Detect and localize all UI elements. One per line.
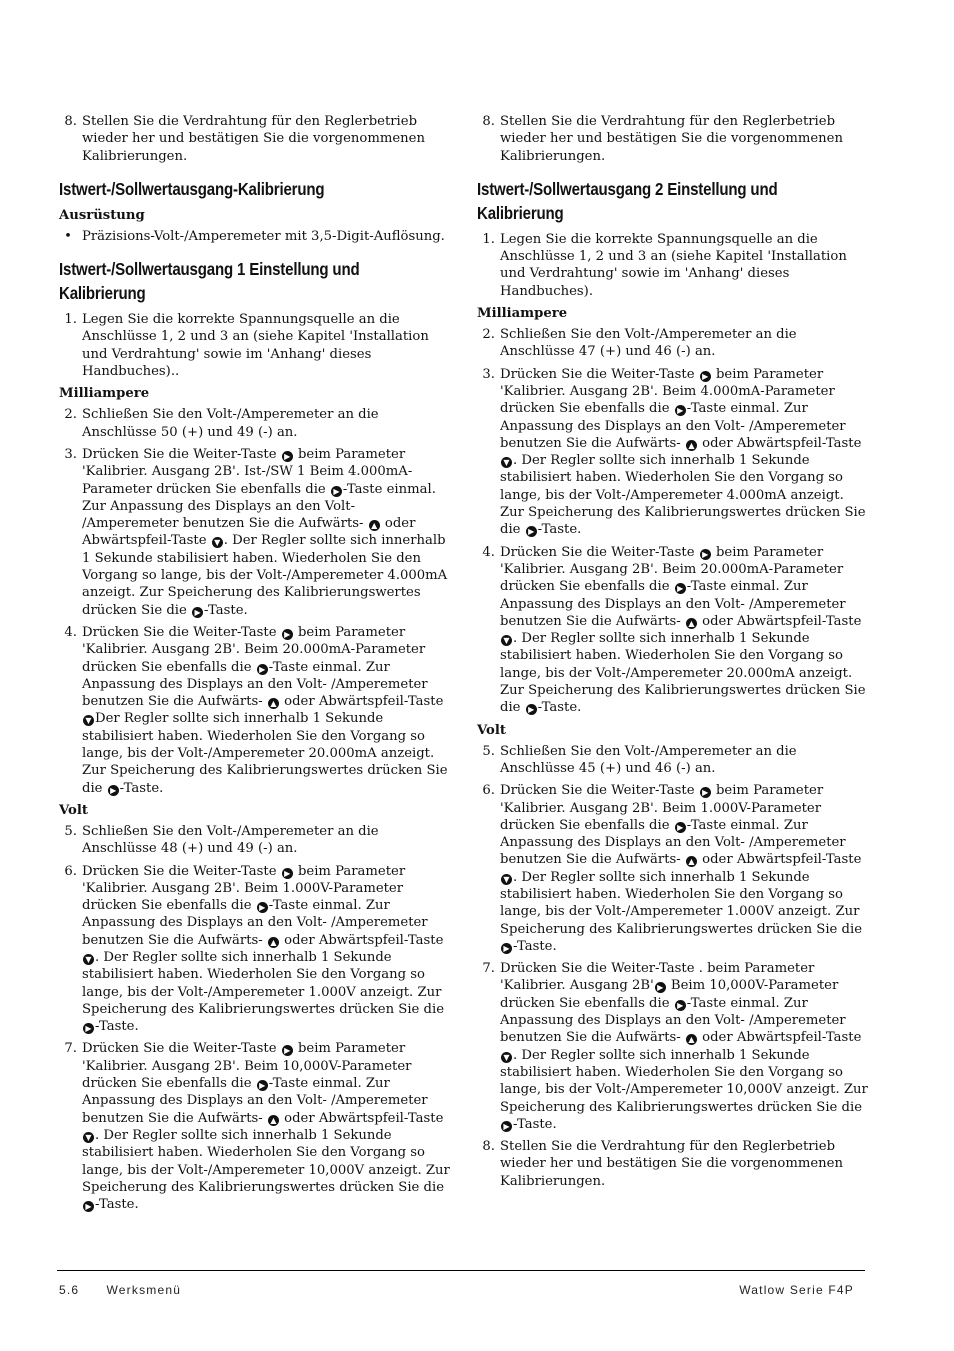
text-run: beim Parameter 'Kalibrier. Ausgang 2B'. Beim 4.000mA-Parameter drücken Sie ebenfalls die bbox=[500, 366, 835, 417]
text-run: beim Parameter 'Kalibrier. Ausgang 2B'. Beim 20.000mA-Parameter drücken Sie ebenfalls die bbox=[500, 544, 844, 595]
advance-key-icon: ▶ bbox=[526, 704, 537, 715]
item-number: 2. bbox=[64, 407, 77, 423]
up-arrow-key-icon: ▲ bbox=[686, 1034, 697, 1045]
text-run: -Taste. bbox=[95, 1019, 139, 1035]
text-run: Beim 10,000V-Parameter drücken Sie ebenfalls die bbox=[500, 978, 839, 1011]
item-text bbox=[500, 366, 869, 539]
text-run: oder Abwärtspfeil-Taste bbox=[284, 694, 444, 710]
footer-product-label: Watlow Serie F4P bbox=[739, 1283, 854, 1297]
text-run: -Taste einmal. Zur Anpassung des Displays an den Volt- /Amperemeter benutzen Sie die Aufwärts- bbox=[500, 995, 846, 1046]
advance-key-icon: ▶ bbox=[700, 371, 711, 382]
bullet-item bbox=[59, 228, 451, 245]
advance-key-icon: ▶ bbox=[675, 1000, 686, 1011]
text-run: Drücken Sie die Weiter-Taste bbox=[82, 624, 277, 640]
text-run: -Taste. bbox=[513, 1116, 557, 1132]
down-arrow-key-icon: ▼ bbox=[501, 457, 512, 468]
text-run: -Taste einmal. Zur Anpassung des Displays an den Volt- /Amperemeter benutzen Sie die Aufwärts- bbox=[500, 401, 846, 451]
text-run: . Der Regler sollte sich innerhalb 1 Sekunde stabilisiert haben. Wiederholen Sie den Vorgang so lange, bis der Volt-/Amperemeter 10,000V anzeigt. Zur Speicherung des Kalibrierungswertes drücken Sie die bbox=[82, 1127, 450, 1195]
list-item bbox=[477, 743, 869, 778]
text-run: -Taste einmal. Zur Anpassung des Displays an den Volt- /Amperemeter benutzen Sie die Aufwärts- bbox=[500, 817, 846, 868]
text-run: oder Abwärtspfeil-Taste bbox=[702, 435, 862, 451]
up-arrow-key-icon: ▲ bbox=[686, 440, 697, 451]
bullet-icon: • bbox=[64, 228, 72, 244]
list-item bbox=[477, 782, 869, 955]
item-text bbox=[82, 446, 451, 619]
item-text bbox=[82, 624, 451, 797]
text-run: oder Abwärtspfeil-Taste bbox=[702, 852, 862, 868]
item-number: 3. bbox=[64, 446, 77, 462]
list-item bbox=[59, 311, 451, 380]
down-arrow-key-icon: ▼ bbox=[212, 537, 223, 548]
list-item bbox=[477, 1138, 869, 1190]
text-run: . Der Regler sollte sich innerhalb 1 Sekunde stabilisiert haben. Wiederholen Sie den Vorgang so lange, bis der Volt-/Amperemeter 4.000mA anzeigt. Zur Speicherung des Kalibrierungswertes drücken Sie die bbox=[500, 453, 866, 538]
item-text: Schließen Sie den Volt-/Amperemeter an die Anschlüsse 45 (+) und 46 (-) an. bbox=[500, 743, 797, 776]
item-text: Stellen Sie die Verdrahtung für den Reglerbetrieb wieder her und bestätigen Sie die vorgenommenen Kalibrierungen. bbox=[500, 114, 843, 164]
advance-key-icon: ▶ bbox=[675, 405, 686, 416]
item-number: 2. bbox=[482, 327, 495, 343]
subheading-equipment: Ausrüstung bbox=[59, 207, 145, 223]
down-arrow-key-icon: ▼ bbox=[83, 715, 94, 726]
down-arrow-key-icon: ▼ bbox=[501, 1052, 512, 1063]
item-text: Schließen Sie den Volt-/Amperemeter an die Anschlüsse 48 (+) und 49 (-) an. bbox=[82, 823, 379, 857]
advance-key-icon: ▶ bbox=[700, 549, 711, 560]
advance-key-icon: ▶ bbox=[83, 1023, 94, 1034]
up-arrow-key-icon: ▲ bbox=[686, 618, 697, 629]
item-number: 5. bbox=[64, 823, 77, 839]
advance-key-icon: ▶ bbox=[282, 1045, 293, 1056]
advance-key-icon: ▶ bbox=[282, 868, 293, 879]
subheading-volt: Volt bbox=[59, 802, 88, 818]
text-run: oder Abwärtspfeil-Taste bbox=[284, 1110, 444, 1126]
text-run: -Taste einmal. Zur Anpassung des Displays an den Volt- /Amperemeter benutzen Sie die Aufwärts- bbox=[82, 481, 436, 532]
list-item bbox=[477, 960, 869, 1133]
text-run: beim Parameter 'Kalibrier. Ausgang 2B'. Beim 1.000V-Parameter drücken Sie ebenfalls die bbox=[82, 863, 406, 914]
text-run: Drücken Sie die Weiter-Taste bbox=[500, 366, 695, 382]
text-run: oder Abwärtspfeil-Taste bbox=[82, 516, 416, 549]
text-run: Drücken Sie die Weiter-Taste bbox=[82, 863, 277, 879]
item-text bbox=[82, 1040, 451, 1213]
down-arrow-key-icon: ▼ bbox=[501, 635, 512, 646]
text-run: -Taste. bbox=[513, 938, 557, 954]
text-run: -Taste einmal. Zur Anpassung des Displays an den Volt- /Amperemeter benutzen Sie die Aufwärts- bbox=[82, 898, 428, 948]
item-number: 7. bbox=[482, 961, 495, 977]
footer-page-label: 5.6 Werksmenü bbox=[59, 1283, 182, 1297]
item-number: 4. bbox=[482, 544, 495, 560]
advance-key-icon: ▶ bbox=[83, 1201, 94, 1212]
down-arrow-key-icon: ▼ bbox=[83, 954, 94, 965]
subheading-volt: Volt bbox=[477, 722, 506, 738]
list-item bbox=[477, 366, 869, 539]
item-number: 4. bbox=[64, 624, 77, 640]
text-run: -Taste. bbox=[204, 602, 248, 618]
text-run: Drücken Sie die Weiter-Taste bbox=[500, 783, 695, 799]
text-run: Drücken Sie die Weiter-Taste bbox=[82, 1041, 277, 1057]
advance-key-icon: ▶ bbox=[108, 785, 119, 796]
text-run: beim Parameter 'Kalibrier. Ausgang 2B'. Beim 1.000V-Parameter drücken Sie ebenfalls die bbox=[500, 783, 824, 833]
advance-key-icon: ▶ bbox=[257, 902, 268, 913]
item-number: 8. bbox=[64, 114, 77, 129]
item-number: 3. bbox=[482, 366, 495, 382]
item-text: Legen Sie die korrekte Spannungsquelle an die Anschlüsse 1, 2 und 3 an (siehe Kapitel 'Installation und Verdrahtung' sowie im 'Anhang' dieses Handbuches). bbox=[500, 231, 847, 299]
text-run: beim Parameter 'Kalibrier. Ausgang 2B'. Beim 20.000mA-Parameter drücken Sie ebenfalls die bbox=[82, 624, 426, 675]
left-column bbox=[59, 113, 451, 1218]
text-run: -Taste. bbox=[537, 700, 582, 716]
text-run: Drücken Sie die Weiter-Taste bbox=[500, 544, 695, 560]
list-item bbox=[477, 113, 869, 165]
text-run: oder Abwärtspfeil-Taste bbox=[702, 613, 862, 629]
list-item bbox=[59, 624, 451, 797]
text-run: -Taste. bbox=[95, 1197, 139, 1213]
item-text: Stellen Sie die Verdrahtung für den Reglerbetrieb wieder her und bestätigen Sie die vorgenommenen Kalibrierungen. bbox=[500, 1139, 843, 1189]
text-run: -Taste einmal. Zur Anpassung des Displays an den Volt- /Amperemeter benutzen Sie die Aufwärts- bbox=[82, 659, 428, 710]
list-item bbox=[477, 231, 869, 300]
item-number: 7. bbox=[64, 1041, 77, 1057]
item-text: Stellen Sie die Verdrahtung für den Reglerbetrieb wieder her und bestätigen Sie die vorgenommenen Kalibrierungen. bbox=[82, 114, 425, 164]
list-item bbox=[59, 446, 451, 619]
text-run: -Taste einmal. Zur Anpassung des Displays an den Volt- /Amperemeter benutzen Sie die Aufwärts- bbox=[500, 579, 846, 629]
advance-key-icon: ▶ bbox=[257, 1080, 268, 1091]
list-item bbox=[477, 544, 869, 717]
advance-key-icon: ▶ bbox=[526, 526, 537, 537]
text-run: Drücken Sie die Weiter-Taste bbox=[82, 446, 277, 462]
advance-key-icon: ▶ bbox=[192, 607, 203, 618]
section-heading-output-2: Istwert-/Sollwertausgang 2 Einstellung und Kalibrierung bbox=[477, 178, 778, 223]
item-number: 5. bbox=[482, 743, 495, 759]
list-item bbox=[59, 1040, 451, 1213]
advance-key-icon: ▶ bbox=[655, 982, 666, 993]
list-item bbox=[59, 406, 451, 441]
text-run: -Taste. bbox=[537, 522, 582, 538]
advance-key-icon: ▶ bbox=[282, 451, 293, 462]
text-run: . Der Regler sollte sich innerhalb 1 Sekunde stabilisiert haben. Wiederholen Sie den Vorgang so lange, bis der Volt-/Amperemeter 1.000V anzeigt. Zur Speicherung des Kalibrierungswertes drücken Sie die bbox=[82, 949, 445, 1017]
text-run: . Der Regler sollte sich innerhalb 1 Sekunde stabilisiert haben. Wiederholen Sie den Vorgang so lange, bis der Volt-/Amperemeter 4.000mA anzeigt. Zur Speicherung des Kalibrierungswertes drücken Sie die bbox=[82, 533, 448, 618]
footer-divider bbox=[57, 1270, 865, 1271]
up-arrow-key-icon: ▲ bbox=[686, 856, 697, 867]
list-item bbox=[59, 113, 451, 165]
item-number: 1. bbox=[64, 312, 77, 328]
item-number: 8. bbox=[482, 1139, 495, 1155]
item-text: Legen Sie die korrekte Spannungsquelle an die Anschlüsse 1, 2 und 3 an (siehe Kapitel 'Installation und Verdrahtung' sowie im 'Anhang' dieses Handbuches).. bbox=[82, 312, 429, 380]
text-run: -Taste einmal. Zur Anpassung des Displays an den Volt- /Amperemeter benutzen Sie die Aufwärts- bbox=[82, 1076, 428, 1126]
text-run: Drücken Sie die Weiter-Taste . beim Parameter 'Kalibrier. Ausgang 2B' bbox=[500, 961, 815, 994]
item-number: 6. bbox=[482, 783, 495, 799]
text-run: Der Regler sollte sich innerhalb 1 Sekunde stabilisiert haben. Wiederholen Sie den Vorgang so lange, bis der Volt-/Amperemeter 20.000mA anzeigt. Zur Speicherung des Kalibrierungswertes drücken Sie die bbox=[82, 711, 448, 796]
text-run: . Der Regler sollte sich innerhalb 1 Sekunde stabilisiert haben. Wiederholen Sie den Vorgang so lange, bis der Volt-/Amperemeter 20.000mA anzeigt. Zur Speicherung des Kalibrierungswertes drücken Sie die bbox=[500, 631, 866, 716]
advance-key-icon: ▶ bbox=[700, 787, 711, 798]
subheading-milliampere: Milliampere bbox=[477, 306, 568, 322]
advance-key-icon: ▶ bbox=[501, 1121, 512, 1132]
advance-key-icon: ▶ bbox=[675, 583, 686, 594]
text-run: beim Parameter 'Kalibrier. Ausgang 2B'. Ist-/SW 1 Beim 4.000mA-Parameter drücken Sie ebenfalls die bbox=[82, 446, 413, 497]
list-item bbox=[477, 326, 869, 361]
text-run: . Der Regler sollte sich innerhalb 1 Sekunde stabilisiert haben. Wiederholen Sie den Vorgang so lange, bis der Volt-/Amperemeter 1.000V anzeigt. Zur Speicherung des Kalibrierungswertes drücken Sie die bbox=[500, 869, 863, 937]
up-arrow-key-icon: ▲ bbox=[268, 1115, 279, 1126]
right-column bbox=[477, 113, 869, 1195]
item-text: Präzisions-Volt-/Amperemeter mit 3,5-Digit-Auflösung. bbox=[82, 228, 445, 244]
up-arrow-key-icon: ▲ bbox=[369, 520, 380, 531]
text-run: . Der Regler sollte sich innerhalb 1 Sekunde stabilisiert haben. Wiederholen Sie den Vorgang so lange, bis der Volt-/Amperemeter 10,000V anzeigt. Zur Speicherung des Kalibrierungswertes drücken Sie die bbox=[500, 1047, 868, 1115]
text-run: oder Abwärtspfeil-Taste bbox=[702, 1030, 862, 1046]
up-arrow-key-icon: ▲ bbox=[268, 698, 279, 709]
section-heading-output-1: Istwert-/Sollwertausgang 1 Einstellung und Kalibrierung bbox=[59, 259, 360, 304]
list-item bbox=[59, 863, 451, 1036]
advance-key-icon: ▶ bbox=[282, 629, 293, 640]
item-number: 8. bbox=[482, 114, 495, 129]
item-text bbox=[500, 960, 869, 1133]
item-text: Schließen Sie den Volt-/Amperemeter an die Anschlüsse 47 (+) und 46 (-) an. bbox=[500, 327, 797, 360]
item-text bbox=[500, 544, 869, 717]
item-text bbox=[500, 782, 869, 955]
advance-key-icon: ▶ bbox=[331, 486, 342, 497]
text-run: -Taste. bbox=[119, 780, 164, 796]
item-text bbox=[82, 863, 451, 1036]
item-number: 1. bbox=[482, 231, 495, 247]
advance-key-icon: ▶ bbox=[675, 822, 686, 833]
list-item bbox=[59, 823, 451, 858]
down-arrow-key-icon: ▼ bbox=[501, 874, 512, 885]
text-run: oder Abwärtspfeil-Taste bbox=[284, 932, 444, 948]
advance-key-icon: ▶ bbox=[501, 943, 512, 954]
item-text: Schließen Sie den Volt-/Amperemeter an die Anschlüsse 50 (+) und 49 (-) an. bbox=[82, 407, 379, 440]
text-run: beim Parameter 'Kalibrier. Ausgang 2B'. Beim 10,000V-Parameter drücken Sie ebenfalls die bbox=[82, 1041, 412, 1092]
section-heading-calibration: Istwert-/Sollwertausgang-Kalibrierung bbox=[59, 178, 325, 199]
item-number: 6. bbox=[64, 863, 77, 879]
subheading-milliampere: Milliampere bbox=[59, 386, 150, 402]
down-arrow-key-icon: ▼ bbox=[83, 1132, 94, 1143]
up-arrow-key-icon: ▲ bbox=[268, 937, 279, 948]
advance-key-icon: ▶ bbox=[257, 664, 268, 675]
